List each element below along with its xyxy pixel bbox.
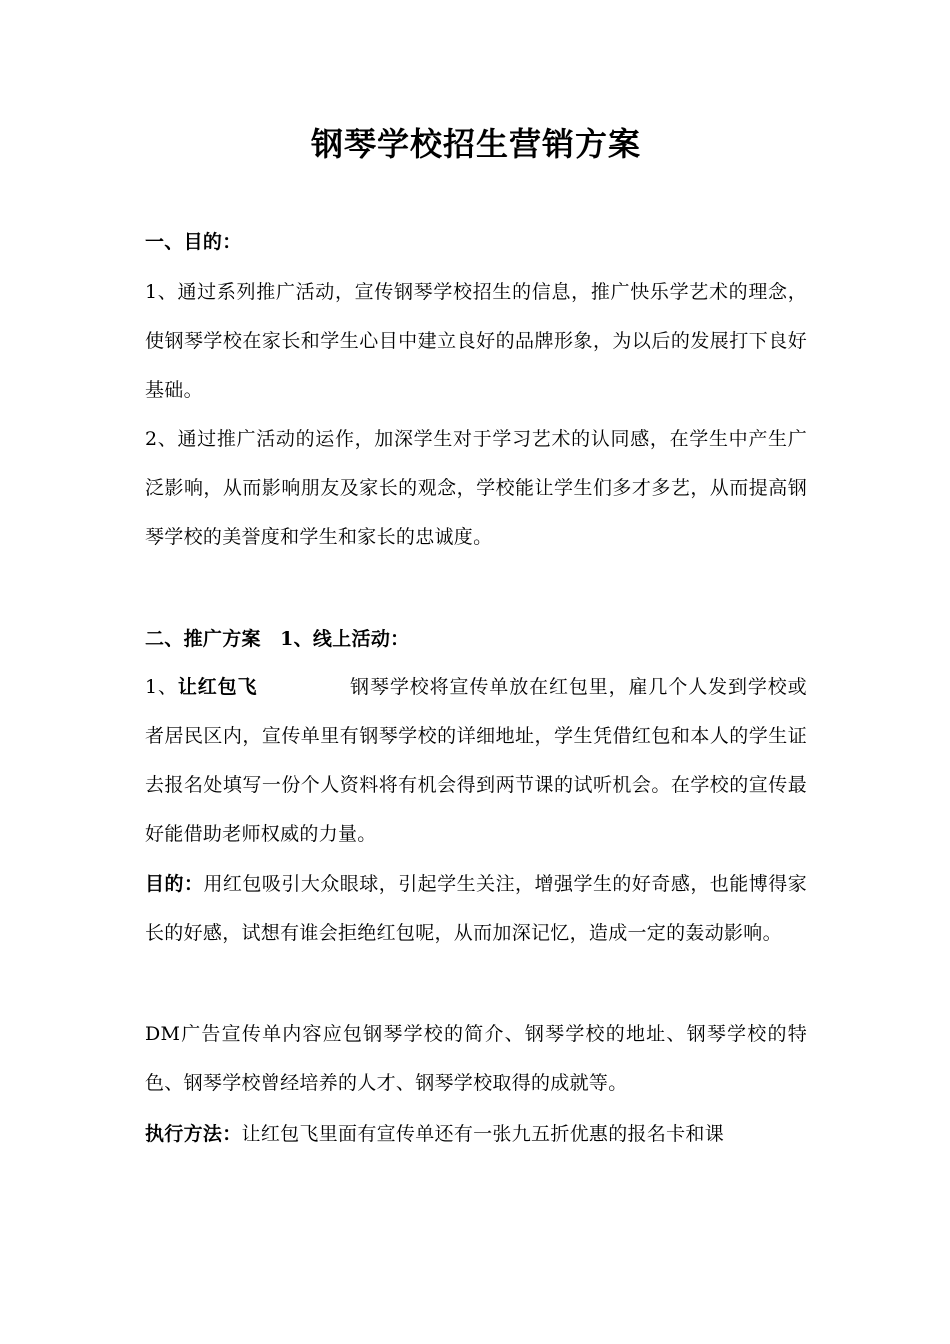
purpose-paragraph-1: 1、通过系列推广活动，宣传钢琴学校招生的信息，推广快乐学艺术的理念，使钢琴学校在家长和学生心目中建立良好的品牌形象，为以后的发展打下良好基础。 bbox=[145, 281, 807, 401]
dm-paragraph: DM广告宣传单内容应包钢琴学校的简介、钢琴学校的地址、钢琴学校的特色、钢琴学校曾经培养的人才、钢琴学校取得的成就等。 bbox=[145, 1023, 807, 1094]
section-heading-purpose: 一、目的： bbox=[145, 231, 242, 253]
purpose-label: 目的： bbox=[145, 873, 204, 895]
activity-name: 让红包飞 bbox=[177, 676, 258, 698]
purpose-paragraph-2: 2、通过推广活动的运作，加深学生对于学习艺术的认同感，在学生中产生广泛影响，从而影响朋友及家长的观念，学校能让学生们多才多艺，从而提高钢琴学校的美誉度和学生和家长的忠诚度。 bbox=[145, 428, 807, 548]
document-title: 钢琴学校招生营销方案 bbox=[310, 125, 641, 163]
purpose-detail-paragraph bbox=[145, 860, 807, 958]
section-heading-promotion: 二、推广方案 1、线上活动： bbox=[145, 628, 410, 650]
method-paragraph bbox=[145, 1110, 807, 1159]
activity-paragraph bbox=[145, 663, 807, 859]
activity-text: 钢琴学校将宣传单放在红包里，雇几个人发到学校或者居民区内，宣传单里有钢琴学校的详细地址，学生凭借红包和本人的学生证去报名处填写一份个人资料将有机会得到两节课的试听机会。在学校的宣传最好能借助老师权威的力量。 bbox=[145, 676, 807, 845]
method-label: 执行方法： bbox=[145, 1123, 242, 1145]
purpose-text: 用红包吸引大众眼球，引起学生关注，增强学生的好奇感，也能博得家长的好感，试想有谁会拒绝红包呢，从而加深记忆，造成一定的轰动影响。 bbox=[145, 873, 807, 944]
activity-prefix: 1、 bbox=[145, 676, 178, 698]
method-text: 让红包飞里面有宣传单还有一张九五折优惠的报名卡和课 bbox=[241, 1123, 725, 1145]
